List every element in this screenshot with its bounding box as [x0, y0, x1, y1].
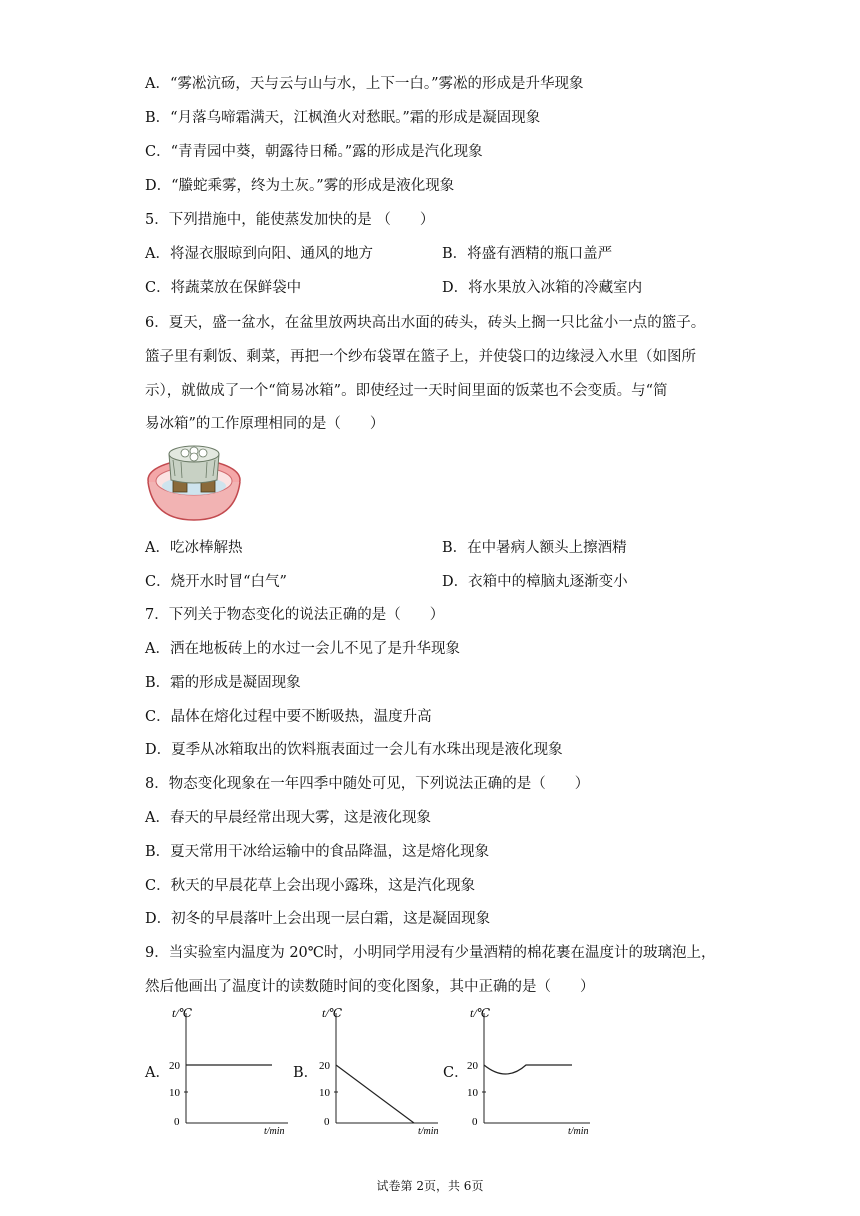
q6-option-c: C．烧开水时冒“白气” [145, 574, 287, 590]
q6-stem-line4: 易冰箱”的工作原理相同的是（ ） [145, 416, 385, 432]
q6-option-b: B．在中暑病人额头上擦酒精 [442, 540, 627, 556]
q8-stem: 8．物态变化现象在一年四季中随处可见，下列说法正确的是（ ） [145, 776, 590, 792]
q7-option-d: D．夏季从冰箱取出的饮料瓶表面过一会儿有水珠出现是液化现象 [145, 742, 563, 758]
graph-c [466, 1003, 596, 1138]
graph-b-series [336, 1065, 414, 1123]
q7-option-b: B．霜的形成是凝固现象 [145, 675, 301, 691]
y-axis-label: t/℃ [322, 1006, 343, 1020]
q5-option-a: A．将湿衣服晾到向阳、通风的地方 [145, 246, 373, 262]
x-axis-label: t/min [418, 1126, 439, 1137]
q6-stem-line1: 6．夏天，盛一盆水，在盆里放两块高出水面的砖头，砖头上搁一只比盆小一点的篮子。 [145, 315, 706, 331]
q5-stem: 5．下列措施中，能使蒸发加快的是 （ ） [145, 212, 435, 228]
simple-fridge-illustration [145, 440, 247, 526]
q8-option-d: D．初冬的早晨落叶上会出现一层白霜，这是凝固现象 [145, 911, 491, 927]
graph-b-label: B． [293, 1065, 319, 1081]
tick-20: 20 [319, 1060, 330, 1072]
q6-stem-line2: 篮子里有剩饭、剩菜，再把一个纱布袋罩在篮子上，并使袋口的边缘浸入水里（如图所 [145, 349, 696, 365]
tick-10: 10 [169, 1087, 180, 1099]
q5-option-c: C．将蔬菜放在保鲜袋中 [145, 280, 302, 296]
graph-c-series [484, 1065, 572, 1074]
q4-option-c: C．“青青园中葵，朝露待日稀。”露的形成是汽化现象 [145, 144, 483, 160]
q6-option-a: A．吃冰棒解热 [145, 540, 243, 556]
graph-c-label: C． [443, 1065, 469, 1081]
y-axis-label: t/℃ [172, 1006, 193, 1020]
tick-20: 20 [169, 1060, 180, 1072]
q7-option-c: C．晶体在熔化过程中要不断吸热，温度升高 [145, 709, 432, 725]
q8-option-a: A．春天的早晨经常出现大雾，这是液化现象 [145, 810, 431, 826]
q4-option-d: D．“螣蛇乘雾，终为土灰。”雾的形成是液化现象 [145, 178, 455, 194]
q5-option-b: B．将盛有酒精的瓶口盖严 [442, 246, 613, 262]
q7-stem: 7．下列关于物态变化的说法正确的是（ ） [145, 607, 445, 623]
graph-b [318, 1003, 444, 1138]
q4-option-b: B．“月落乌啼霜满天，江枫渔火对愁眠。”霜的形成是凝固现象 [145, 110, 541, 126]
tick-0: 0 [472, 1116, 478, 1128]
x-axis-label: t/min [568, 1126, 589, 1137]
q8-option-b: B．夏天常用干冰给运输中的食品降温，这是熔化现象 [145, 844, 490, 860]
tick-20: 20 [467, 1060, 478, 1072]
q7-option-a: A．洒在地板砖上的水过一会儿不见了是升华现象 [145, 641, 460, 657]
q6-option-d: D．衣箱中的樟脑丸逐渐变小 [442, 574, 628, 590]
q6-stem-line3: 示），就做成了一个“简易冰箱”。即使经过一天时间里面的饭菜也不会变质。与“简 [145, 383, 668, 399]
tick-0: 0 [174, 1116, 180, 1128]
q9-stem-line1: 9．当实验室内温度为 20℃时，小明同学用浸有少量酒精的棉花裹在温度计的玻璃泡上， [145, 945, 716, 961]
x-axis-label: t/min [264, 1126, 285, 1137]
page-footer: 试卷第 2页，共 6页 [376, 1179, 484, 1193]
q9-stem-line2: 然后他画出了温度计的读数随时间的变化图象，其中正确的是（ ） [145, 979, 595, 995]
graph-a [168, 1003, 294, 1138]
tick-0: 0 [324, 1116, 330, 1128]
tick-10: 10 [467, 1087, 478, 1099]
y-axis-label: t/℃ [470, 1006, 491, 1020]
q8-option-c: C．秋天的早晨花草上会出现小露珠，这是汽化现象 [145, 878, 476, 894]
graph-a-label: A． [145, 1065, 170, 1081]
tick-10: 10 [319, 1087, 330, 1099]
q5-option-d: D．将水果放入冰箱的冷藏室内 [442, 280, 643, 296]
q4-option-a: A．“雾凇沆砀，天与云与山与水，上下一白。”雾凇的形成是升华现象 [145, 76, 584, 92]
